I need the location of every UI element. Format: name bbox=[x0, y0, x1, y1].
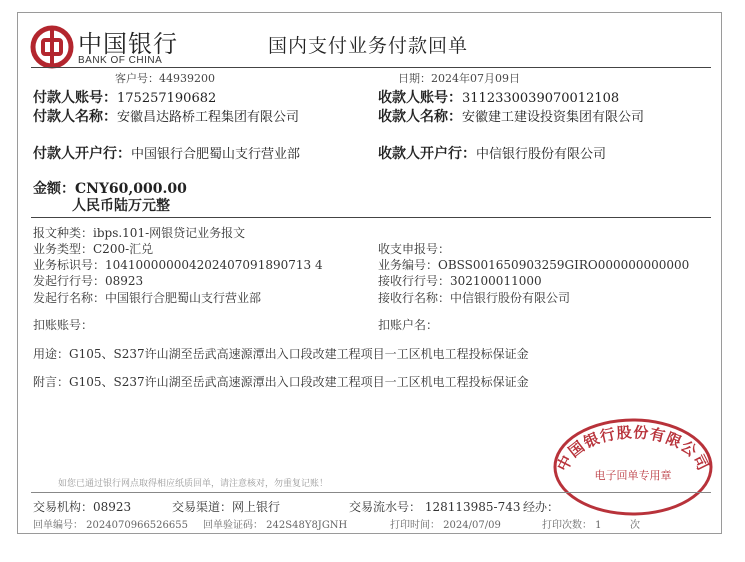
payee-name-value: 安徽建工建设投资集团有限公司 bbox=[462, 110, 645, 125]
business-type: 业务类型：C200-汇兑 bbox=[33, 242, 154, 256]
debit-account-name: 扣账户名： bbox=[378, 318, 439, 332]
payee-bank-label: 收款人开户行： bbox=[378, 146, 476, 162]
payer-bank-label: 付款人开户行： bbox=[33, 146, 131, 162]
amount-label: 金额： bbox=[33, 181, 75, 197]
customer-number: 客户号：44939200 bbox=[115, 72, 215, 85]
electronic-receipt-seal bbox=[552, 417, 714, 517]
print-count-unit: 次 bbox=[630, 520, 640, 531]
business-number: 业务编号：OBSS001650903259GIRO000000000000 bbox=[378, 258, 690, 272]
transaction-channel: 交易渠道：网上银行 bbox=[172, 500, 281, 514]
header-rule bbox=[31, 67, 711, 68]
payee-account-row bbox=[378, 87, 619, 107]
transaction-serial: 交易流水号： 128113985-743 bbox=[349, 500, 521, 514]
bank-name-cn: 中国银行 bbox=[78, 30, 178, 58]
payer-account-value: 175257190682 bbox=[117, 91, 217, 106]
message-type: 报文种类：ibps.101-网银贷记业务报文 bbox=[33, 226, 246, 240]
seal-bottom-text: 电子回单专用章 bbox=[594, 469, 672, 482]
origin-bank-name: 发起行名称：中国银行合肥蜀山支行营业部 bbox=[33, 291, 262, 305]
debit-account: 扣账账号： bbox=[33, 318, 94, 332]
footer-rule bbox=[31, 492, 711, 493]
payee-name-label: 收款人名称： bbox=[378, 109, 462, 125]
business-id: 业务标识号：104100000004202407091890713 4 bbox=[33, 258, 323, 272]
payer-name-label: 付款人名称： bbox=[33, 109, 117, 125]
bank-name-en: BANK OF CHINA bbox=[78, 55, 163, 66]
print-count: 打印次数： 1 bbox=[542, 520, 602, 531]
payee-bank-value: 中信银行股份有限公司 bbox=[476, 147, 607, 162]
duplicate-warning: 如您已通过银行网点取得相应纸质回单，请注意核对，勿重复记账！ bbox=[58, 479, 329, 489]
payer-account-label: 付款人账号： bbox=[33, 90, 117, 106]
receiving-bank-name: 接收行名称：中信银行股份有限公司 bbox=[378, 291, 571, 305]
document-title: 国内支付业务付款回单 bbox=[268, 35, 469, 57]
amount-rule bbox=[31, 217, 711, 218]
origin-bank-number: 发起行行号：08923 bbox=[33, 274, 144, 288]
payee-account-label: 收款人账号： bbox=[378, 90, 462, 106]
declaration-number: 收支申报号： bbox=[378, 242, 451, 256]
receipt-number: 回单编号： 2024070966526655 bbox=[33, 520, 188, 531]
svg-text:中国银行股份有限公司 bbox=[553, 423, 712, 474]
transaction-institution: 交易机构：08923 bbox=[33, 500, 132, 514]
payee-bank-row bbox=[378, 143, 606, 163]
purpose: 用途：G105、S237许山湖至岳武高速源潭出入口段改建工程项目一工区机电工程投标保证金 bbox=[33, 347, 529, 361]
seal-icon bbox=[552, 417, 714, 517]
amount-in-words: 人民币陆万元整 bbox=[72, 198, 170, 214]
receiving-bank-number: 接收行行号：302100011000 bbox=[378, 274, 542, 288]
bank-of-china-emblem-icon bbox=[30, 25, 74, 69]
bank-logo bbox=[30, 24, 180, 70]
payee-name-row bbox=[378, 106, 644, 126]
remark: 附言：G105、S237许山湖至岳武高速源潭出入口段改建工程项目一工区机电工程投标保证金 bbox=[33, 375, 529, 389]
payer-account-row bbox=[33, 87, 216, 107]
payer-name-row bbox=[33, 106, 299, 126]
receipt-date: 日期：2024年07月09日 bbox=[398, 72, 520, 85]
payer-bank-row bbox=[33, 143, 300, 163]
print-time: 打印时间： 2024/07/09 bbox=[390, 520, 501, 531]
payer-bank-value: 中国银行合肥蜀山支行营业部 bbox=[131, 147, 301, 162]
payer-name-value: 安徽昌达路桥工程集团有限公司 bbox=[117, 110, 300, 125]
handler: 经办： bbox=[523, 500, 560, 514]
receipt-verification-code: 回单验证码： 242S48Y8JGNH bbox=[203, 520, 348, 531]
amount-value: CNY60,000.00 bbox=[75, 181, 187, 197]
payee-account-value: 3112330039070012108 bbox=[462, 91, 620, 106]
seal-top-text: 中国银行股份有限公司 bbox=[553, 423, 713, 475]
